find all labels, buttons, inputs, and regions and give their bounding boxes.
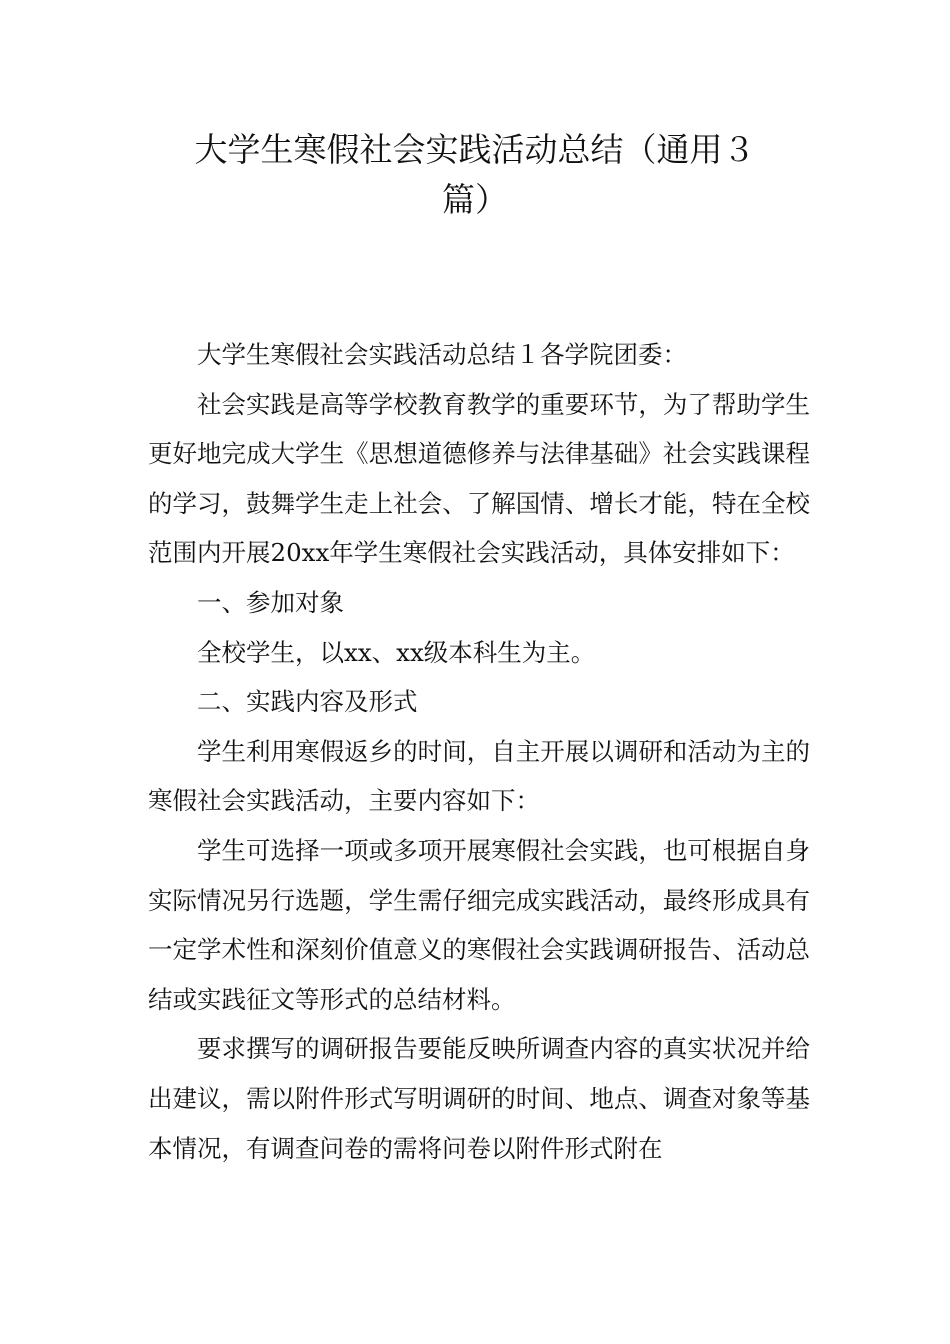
document-body [148, 330, 810, 1173]
paragraph-intro: 社会实践是高等学校教育教学的重要环节，为了帮助学生更好地完成大学生《思想道德修养与法律基础》社会实践课程的学习，鼓舞学生走上社会、了解国情、增长才能，特在全校范围内开展20xx年学生寒假社会实践活动，具体安排如下： [148, 389, 810, 568]
paragraph-requirements: 要求撰写的调研报告要能反映所调查内容的真实状况并给出建议，需以附件形式写明调研的时间、地点、调查对象等基本情况，有调查问卷的需将问卷以附件形式附在 [148, 1034, 810, 1163]
section-heading-content: 二、实践内容及形式 [197, 687, 418, 717]
paragraph-participants: 全校学生，以xx、xx级本科生为主。 [197, 637, 596, 667]
title-line-1: 大学生寒假社会实践活动总结（通用３ [194, 130, 756, 169]
paragraph-content: 学生利用寒假返乡的时间，自主开展以调研和活动为主的寒假社会实践活动，主要内容如下： [148, 736, 810, 816]
title-line-2: 篇） [442, 180, 508, 219]
paragraph-options: 学生可选择一项或多项开展寒假社会实践，也可根据自身实际情况另行选题，学生需仔细完成实践活动，最终形成具有一定学术性和深刻价值意义的寒假社会实践调研报告、活动总结或实践征文等形式的总结材料。 [148, 835, 810, 1014]
section-heading-participants: 一、参加对象 [197, 587, 344, 617]
document-title [150, 125, 800, 225]
paragraph-heading: 大学生寒假社会实践活动总结１各学院团委： [197, 340, 687, 369]
